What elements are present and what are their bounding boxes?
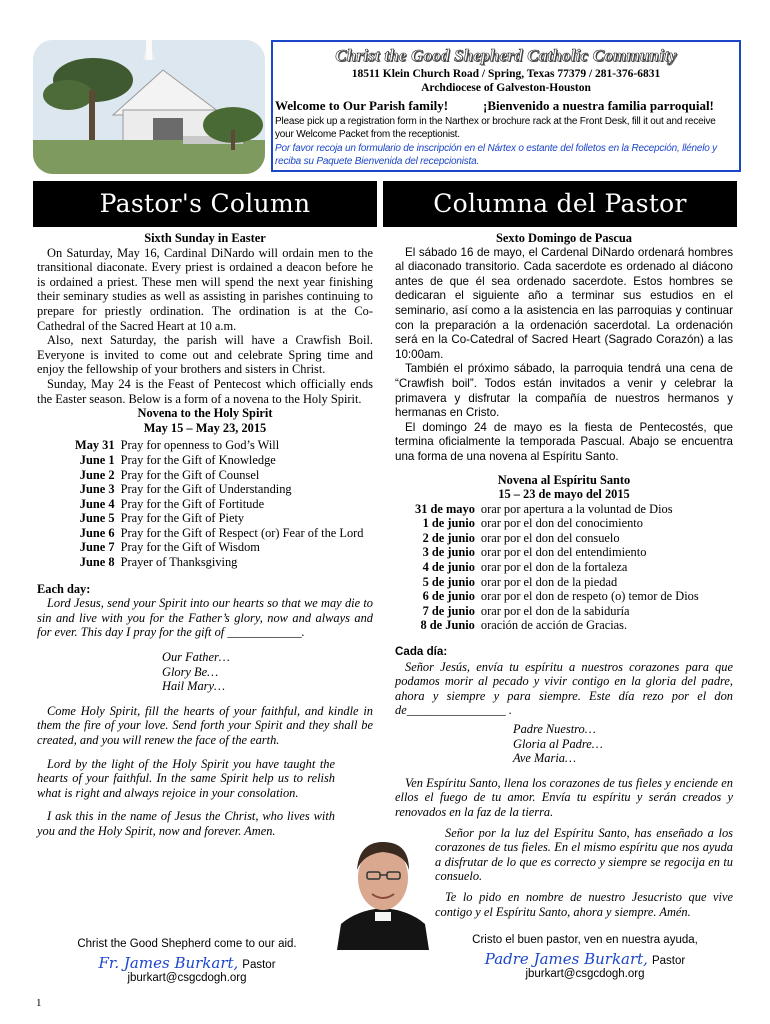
- novena-day: June 8: [79, 555, 115, 570]
- church-illustration: [33, 40, 265, 174]
- spanish-closing: Cristo el buen pastor, ven en nuestra ayuda,: [472, 934, 698, 946]
- novena-day: May 31: [75, 438, 115, 453]
- novena-day: June 6: [79, 525, 115, 540]
- novena-intention: orar por el don del consuelo: [480, 530, 620, 545]
- english-closing: Christ the Good Shepherd come to our aid.: [77, 938, 297, 950]
- spanish-prayer-1: Señor Jesús, envía tu espíritu a nuestros corazones para que podamos morir al pecado y vivir contigo en la gloria del padre, ahora y siempre y para siempre. Este día rezo por el don de________________ .: [395, 659, 733, 718]
- novena-day: 3 de junio: [422, 545, 475, 560]
- english-paragraph-3: Sunday, May 24 is the Feast of Pentecost which officially ends the Easter season. Below is a form of a novena to the Holy Spirit.: [37, 376, 373, 406]
- registration-spanish: Por favor recoja un formulario de inscripción en el Nártex o estante del folletos en la Recepción, llénelo y reciba su Paquete Bienvenida del recepcionista.: [275, 143, 717, 167]
- spanish-column: [395, 231, 733, 919]
- novena-day: June 1: [79, 452, 115, 467]
- novena-day: June 5: [79, 511, 115, 526]
- spanish-hail-mary: Ave Maria…: [513, 751, 576, 766]
- novena-intention: Pray for openness to God’s Will: [120, 438, 280, 453]
- spanish-paragraph-3: El domingo 24 de mayo es la fiesta de Pentecostés, que termina oficialmente la temporada Pascual. Abajo se encuentra una forma de una novena al Espíritu Santo.: [395, 420, 733, 463]
- parish-title: Christ the Good Shepherd Catholic Community: [335, 46, 677, 65]
- english-title: Pastor: [242, 959, 276, 971]
- novena-row: [75, 468, 364, 483]
- novena-intention: Pray for the Gift of Counsel: [120, 467, 260, 482]
- english-prayer-1: Lord Jesus, send your Spirit into our hearts so that we may die to sin and live with you for the Father’s glory, now and always and for ever. This day I pray for the gift of ____________.: [37, 596, 373, 640]
- spanish-paragraph-1: El sábado 16 de mayo, el Cardenal DiNardo ordenará hombres al diaconado transitorio. Cada sacerdote es ordenado al diácono antes de que él sea ordenado sacerdote. Estos hombres se dedicaran el siguiente año a terminar sus estudios en el seminario, así como a la asistencia en las parroquias y continuar con la preparación a la ordenación sacerdotal. La ordenación será en la Co-Catedral of Sacred Heart (Sagrado Corazón) a las 10:00am.: [395, 245, 733, 361]
- novena-day: 4 de junio: [422, 560, 475, 575]
- novena-intention: Prayer of Thanksgiving: [120, 555, 238, 570]
- english-heading: Sixth Sunday in Easter: [144, 231, 266, 245]
- novena-intention: orar por el don de respeto (o) temor de Dios: [480, 589, 699, 604]
- english-novena-title: Novena to the Holy Spirit: [137, 406, 273, 421]
- english-prayer-4: I ask this in the name of Jesus the Christ, who lives with you and the Holy Spirit, now and forever. Amen.: [37, 809, 335, 838]
- novena-row: [75, 555, 364, 570]
- spanish-prayer-4: Te lo pido en nombre de nuestro Jesucristo que vive contigo y el Espíritu Santo, ahora y siempre. Amén.: [435, 889, 733, 919]
- spanish-prayer-3: Señor por la luz del Espíritu Santo, has enseñado a los corazones de tus fieles. En el mismo espíritu que nos ayuda a disfrutar de lo que es correcto y siempre se regocija en tu consuelo.: [435, 825, 733, 884]
- novena-day: June 2: [79, 467, 115, 482]
- novena-intention: Pray for the Gift of Fortitude: [120, 496, 265, 511]
- novena-row: [75, 497, 364, 512]
- novena-day: 31 de mayo: [415, 501, 475, 516]
- spanish-novena-dates: 15 – 23 de mayo del 2015: [498, 487, 630, 502]
- english-novena-list: [75, 438, 364, 569]
- english-column: [37, 231, 373, 839]
- spanish-signature: Padre James Burkart,: [484, 950, 648, 968]
- spanish-prayer-2: Ven Espíritu Santo, llena los corazones de tus fieles y enciende en ellos el fuego de tu amor. Envía tu espíritu y serán creados y renovados en la faz de la tierra.: [395, 775, 733, 819]
- novena-row: [75, 453, 364, 468]
- church-photo: [33, 40, 265, 174]
- english-glory-be: Glory Be…: [162, 664, 219, 679]
- novena-row: [415, 545, 699, 560]
- english-novena-dates: May 15 – May 23, 2015: [143, 420, 267, 435]
- novena-row: [415, 516, 699, 531]
- spanish-title: Pastor: [651, 955, 686, 967]
- columna-del-pastor-banner: Columna del Pastor: [383, 181, 737, 227]
- novena-day: 7 de junio: [422, 603, 475, 618]
- spanish-glory-be: Gloria al Padre…: [513, 736, 603, 751]
- novena-day: 6 de junio: [422, 589, 475, 604]
- novena-day: June 3: [79, 482, 115, 497]
- spanish-email: jburkart@csgcdogh.org: [525, 968, 645, 980]
- novena-row: [75, 482, 364, 497]
- novena-intention: Pray for the Gift of Piety: [120, 511, 245, 526]
- english-prayer-2: Come Holy Spirit, fill the hearts of your faithful, and kindle in them the fire of your love. Send forth your Spirit and they shall be created, and you will renew the face of the earth.: [37, 703, 373, 747]
- novena-intention: Pray for the Gift of Respect (or) Fear of the Lord: [120, 525, 364, 540]
- english-hail-mary: Hail Mary…: [162, 679, 225, 694]
- spanish-signature-line: [435, 950, 735, 969]
- novena-day: June 4: [79, 496, 115, 511]
- spanish-our-father: Padre Nuestro…: [513, 722, 596, 736]
- english-paragraph-2: Also, next Saturday, the parish will have a Crawfish Boil. Everyone is invited to come out and celebrate Spring time and enjoy the fellowship of your brothers and sisters in Christ.: [37, 333, 373, 377]
- novena-row: [415, 531, 699, 546]
- english-our-father: Our Father…: [162, 650, 230, 665]
- novena-intention: orar por el don de la fortaleza: [480, 560, 628, 575]
- novena-intention: Pray for the Gift of Wisdom: [120, 540, 260, 555]
- page-number: 1: [36, 997, 42, 1009]
- novena-intention: orar por apertura a la voluntad de Dios: [480, 501, 673, 516]
- parish-address: 18511 Klein Church Road / Spring, Texas 77379 / 281-376-6831: [351, 68, 661, 80]
- novena-row: [415, 589, 699, 604]
- spanish-paragraph-2: También el próximo sábado, la parroquia tendrá una cena de “Crawfish boil”. Todos están invitados a venir y celebrar la primavera y disfrutar la compañía de nuestros hermanos y hermanas en Cristo.: [395, 362, 733, 420]
- novena-intention: orar por el don del conocimiento: [480, 516, 643, 531]
- novena-row: [415, 502, 699, 517]
- english-signature: Fr. James Burkart,: [98, 954, 239, 972]
- spanish-heading: Sexto Domingo de Pascua: [496, 231, 632, 245]
- novena-intention: oración de acción de Gracias.: [480, 618, 628, 633]
- novena-intention: Pray for the Gift of Understanding: [120, 482, 292, 497]
- english-signature-line: [37, 954, 337, 973]
- registration-english: Please pick up a registration form in the Narthex or brochure rack at the Front Desk, fill it out and receive your Welcome Packet from the receptionist.: [275, 116, 716, 140]
- novena-day: 5 de junio: [422, 574, 475, 589]
- english-prayer-3: Lord by the light of the Holy Spirit you have taught the hearts of your faithful. In the same Spirit help us to relish what is right and always rejoice in your consolation.: [37, 756, 335, 800]
- novena-row: [415, 575, 699, 590]
- spanish-novena-list: [415, 502, 699, 633]
- novena-row: [75, 540, 364, 555]
- spanish-each-day-label: Cada día:: [395, 645, 448, 659]
- novena-intention: orar por el don de la piedad: [480, 574, 618, 589]
- novena-row: [415, 618, 699, 633]
- spanish-novena-title: Novena al Espíritu Santo: [497, 472, 631, 487]
- novena-intention: orar por el don del entendimiento: [480, 545, 647, 560]
- novena-row: [75, 511, 364, 526]
- novena-day: 2 de junio: [422, 530, 475, 545]
- english-paragraph-1: On Saturday, May 16, Cardinal DiNardo will ordain men to the transitional diaconate. Every priest is ordained a deacon before he is ordained a priest. These men will spend the next year finishing their seminary studies as well as assisting in parishes continuing to prepare for priestly ordination. The ordination is at the Co-Cathedral of the Sacred Heart at 10 a.m.: [37, 245, 373, 333]
- novena-intention: Pray for the Gift of Knowledge: [120, 452, 276, 467]
- novena-day: 8 de Junio: [420, 618, 475, 633]
- novena-day: 1 de junio: [422, 516, 475, 531]
- novena-day: June 7: [79, 540, 115, 555]
- novena-row: [415, 604, 699, 619]
- novena-row: [415, 560, 699, 575]
- archdiocese: Archdiocese of Galveston-Houston: [421, 82, 591, 94]
- novena-intention: orar por el don de la sabiduría: [480, 603, 630, 618]
- pastors-column-banner: Pastor's Column: [33, 181, 377, 227]
- welcome-spanish: ¡Bienvenido a nuestra familia parroquial!: [483, 98, 714, 113]
- english-email: jburkart@csgcdogh.org: [127, 972, 247, 984]
- novena-row: [75, 438, 364, 453]
- english-each-day-label: Each day:: [37, 581, 91, 596]
- welcome-english: Welcome to Our Parish family!: [275, 98, 449, 113]
- novena-row: [75, 526, 364, 541]
